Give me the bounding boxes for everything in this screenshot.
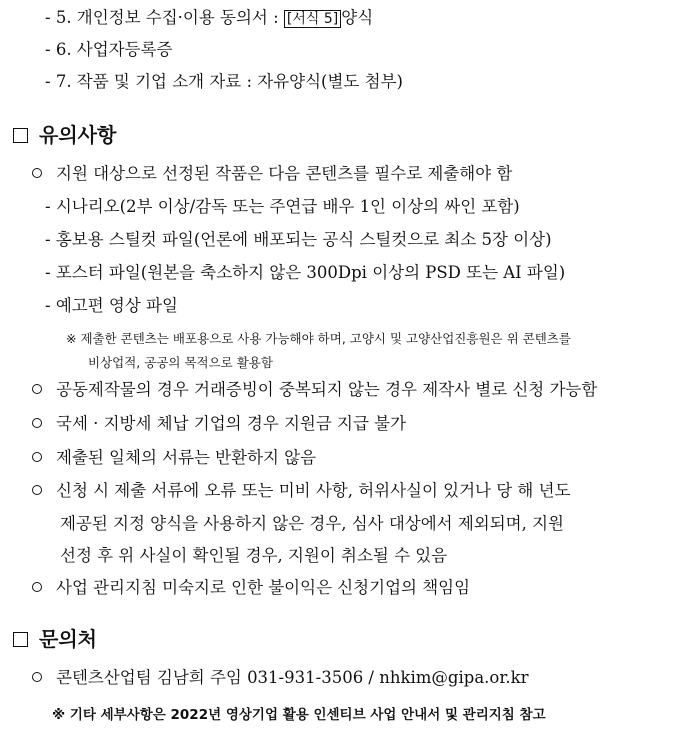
item-6: - 6. 사업자등록증 bbox=[45, 40, 173, 59]
notes-bullet-1 bbox=[32, 163, 512, 185]
bullet-circle-icon bbox=[32, 452, 42, 462]
notes-bullet-4 bbox=[32, 447, 316, 469]
item-5-suffix: 양식 bbox=[341, 8, 374, 27]
bullet-circle-icon bbox=[32, 168, 42, 178]
notes-bullet-6 bbox=[32, 577, 470, 599]
notes-bullet-3 bbox=[32, 413, 406, 435]
section-notes-heading bbox=[13, 122, 116, 148]
contact-line bbox=[32, 667, 529, 689]
section-contact-title: 문의처 bbox=[39, 627, 97, 651]
notes-bullet-2-text: 공동제작물의 경우 거래증빙이 중복되지 않는 경우 제작사 별로 신청 가능함 bbox=[56, 380, 598, 399]
item-5-text: - 5. 개인정보 수집·이용 동의서 : bbox=[45, 8, 284, 27]
notes-remark-line-1: ※ 제출한 콘텐츠는 배포용으로 사용 가능해야 하며, 고양시 및 고양산업진흥원은 위 콘텐츠를 bbox=[66, 331, 571, 346]
notes-remark-line-2: 비상업적, 공공의 목적으로 활용함 bbox=[88, 355, 273, 370]
notes-bullet-5-line-3: 선정 후 위 사실이 확인될 경우, 지원이 취소될 수 있음 bbox=[60, 546, 448, 565]
notes-bullet-5-text: 신청 시 제출 서류에 오류 또는 미비 사항, 허위사실이 있거나 당 해 년도 bbox=[56, 481, 571, 500]
notes-sub-4: - 예고편 영상 파일 bbox=[45, 296, 178, 315]
notes-bullet-5-line-2: 제공된 지정 양식을 사용하지 않은 경우, 심사 대상에서 제외되며, 지원 bbox=[60, 514, 564, 533]
section-contact-heading bbox=[13, 626, 97, 652]
checkbox-square-icon bbox=[13, 128, 28, 143]
item-7: - 7. 작품 및 기업 소개 자료 : 자유양식(별도 첨부) bbox=[45, 72, 403, 91]
notes-sub-1: - 시나리오(2부 이상/감독 또는 주연급 배우 1인 이상의 싸인 포함) bbox=[45, 197, 520, 216]
item-5 bbox=[45, 7, 373, 30]
footnote: ※ 기타 세부사항은 2022년 영상기업 활용 인센티브 사업 안내서 및 관리지침 참고 bbox=[52, 707, 546, 723]
notes-bullet-3-text: 국세 · 지방세 체납 기업의 경우 지원금 지급 불가 bbox=[56, 414, 407, 433]
bullet-circle-icon bbox=[32, 582, 42, 592]
notes-bullet-4-text: 제출된 일체의 서류는 반환하지 않음 bbox=[56, 448, 317, 467]
notes-sub-2: - 홍보용 스틸컷 파일(언론에 배포되는 공식 스틸컷으로 최소 5장 이상) bbox=[45, 230, 552, 249]
bullet-circle-icon bbox=[32, 418, 42, 428]
notes-bullet-2 bbox=[32, 379, 597, 401]
form-reference: [서식 5] bbox=[284, 10, 341, 28]
bullet-circle-icon bbox=[32, 485, 42, 495]
checkbox-square-icon bbox=[13, 632, 28, 647]
bullet-circle-icon bbox=[32, 672, 42, 682]
contact-text: 콘텐츠산업팀 김남희 주임 031-931-3506 / nhkim@gipa.or.kr bbox=[56, 668, 529, 687]
notes-bullet-5 bbox=[32, 480, 570, 502]
notes-bullet-1-text: 지원 대상으로 선정된 작품은 다음 콘텐츠를 필수로 제출해야 함 bbox=[56, 164, 513, 183]
bullet-circle-icon bbox=[32, 384, 42, 394]
notes-sub-3: - 포스터 파일(원본을 축소하지 않은 300Dpi 이상의 PSD 또는 AI 파일) bbox=[45, 263, 566, 282]
section-notes-title: 유의사항 bbox=[39, 123, 117, 147]
notes-bullet-6-text: 사업 관리지침 미숙지로 인한 불이익은 신청기업의 책임임 bbox=[56, 578, 471, 597]
